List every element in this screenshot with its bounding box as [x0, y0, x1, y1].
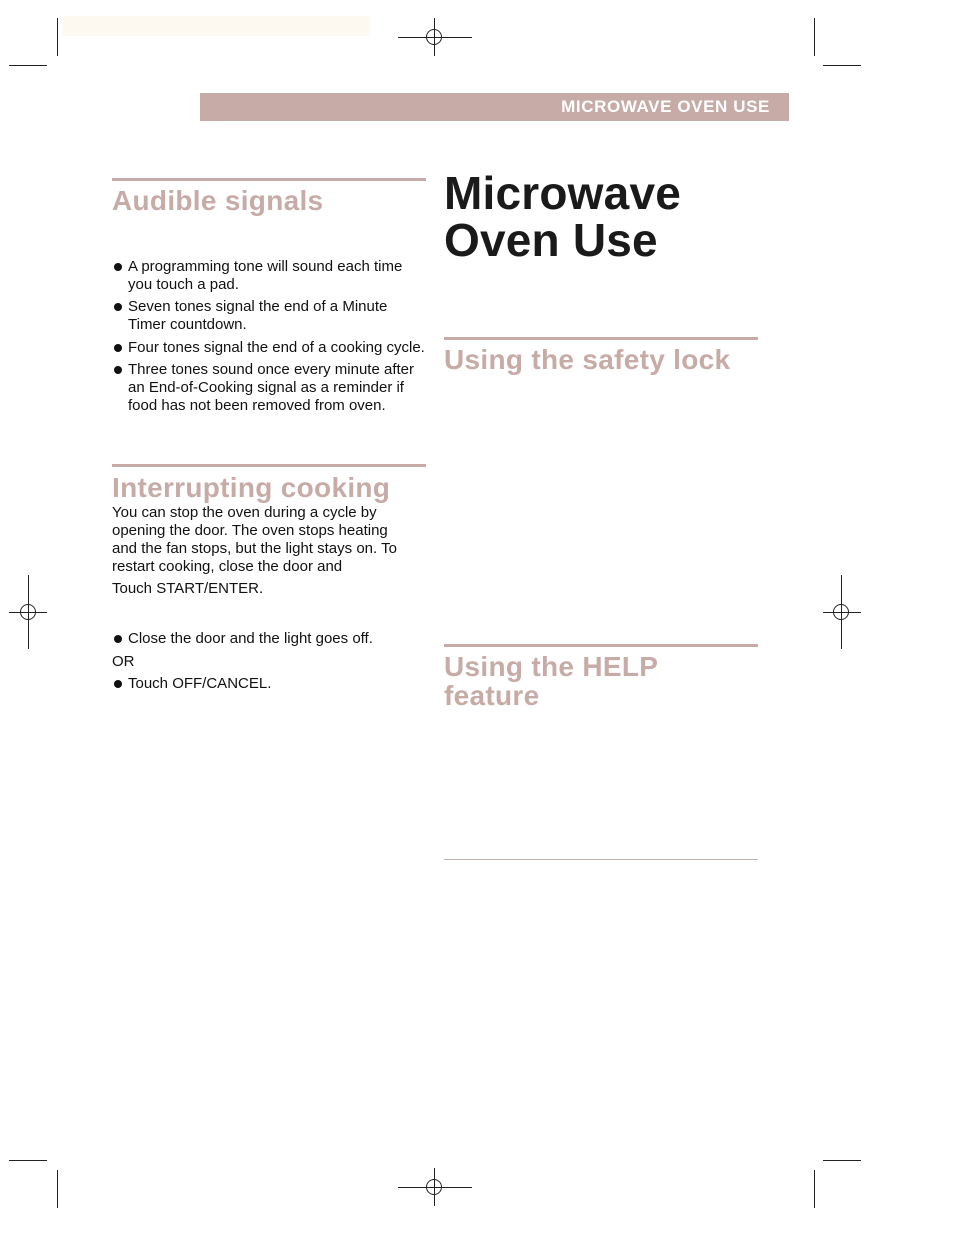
list-item-text: Seven tones signal the end of a Minute Timer countdown.: [128, 298, 388, 333]
audible-signals-rule: [112, 178, 426, 181]
registration-right-circle-icon: [833, 604, 849, 620]
list-item-text: Close the door and the light goes off.: [128, 630, 373, 647]
list-item: [112, 339, 428, 357]
restart-option-1-list: [112, 630, 428, 648]
bullet-icon: [114, 635, 122, 643]
crop-mark-top-left-h: [9, 65, 47, 66]
help-feature-heading: Using the HELP feature: [444, 651, 658, 711]
registration-top-circle-icon: [426, 29, 442, 45]
crop-mark-bottom-right-h: [823, 1160, 861, 1161]
registration-bottom-circle-icon: [426, 1179, 442, 1195]
restart-option-2-list: [112, 675, 428, 693]
audible-signals-heading: Audible signals: [112, 185, 324, 216]
touch-start-enter-line: Touch START/ENTER.: [112, 580, 264, 597]
safety-lock-rule: [444, 337, 758, 340]
list-item-text: Touch OFF/CANCEL.: [128, 675, 272, 692]
interrupting-cooking-paragraph: You can stop the oven during a cycle by opening the door. The oven stops heating and the fan stops, but the light stays on. To restart cooking, close the door and: [112, 504, 397, 575]
list-item-text: A programming tone will sound each time you touch a pad.: [128, 258, 403, 293]
list-item: [112, 298, 428, 334]
help-feature-rule: [444, 644, 758, 647]
crop-mark-top-left-v: [57, 18, 58, 56]
registration-left-circle-icon: [20, 604, 36, 620]
section-header-label: MICROWAVE OVEN USE: [561, 97, 770, 116]
list-item: [112, 675, 428, 693]
section-header-bar: [200, 93, 789, 121]
crop-mark-top-right-v: [814, 18, 815, 56]
list-item: [112, 361, 428, 415]
interrupting-cooking-heading: Interrupting cooking: [112, 472, 391, 503]
bullet-icon: [114, 680, 122, 688]
crop-mark-bottom-left-v: [57, 1170, 58, 1208]
bullet-icon: [114, 366, 122, 374]
list-item: [112, 258, 428, 294]
safety-lock-heading: Using the safety lock: [444, 344, 731, 375]
bullet-icon: [114, 263, 122, 271]
bottom-divider: [444, 859, 758, 860]
crop-mark-bottom-left-h: [9, 1160, 47, 1161]
list-item: [112, 630, 428, 648]
or-label: OR: [112, 653, 135, 670]
top-tint-strip: [63, 16, 369, 36]
crop-mark-bottom-right-v: [814, 1170, 815, 1208]
list-item-text: Three tones sound once every minute after an End-of-Cooking signal as a reminder if food has not been removed from oven.: [128, 361, 414, 414]
audible-signals-list: [112, 258, 428, 415]
interrupting-cooking-rule: [112, 464, 426, 467]
list-item-text: Four tones signal the end of a cooking cycle.: [128, 339, 425, 356]
crop-mark-top-right-h: [823, 65, 861, 66]
bullet-icon: [114, 344, 122, 352]
bullet-icon: [114, 303, 122, 311]
page-title: Microwave Oven Use: [444, 167, 682, 266]
